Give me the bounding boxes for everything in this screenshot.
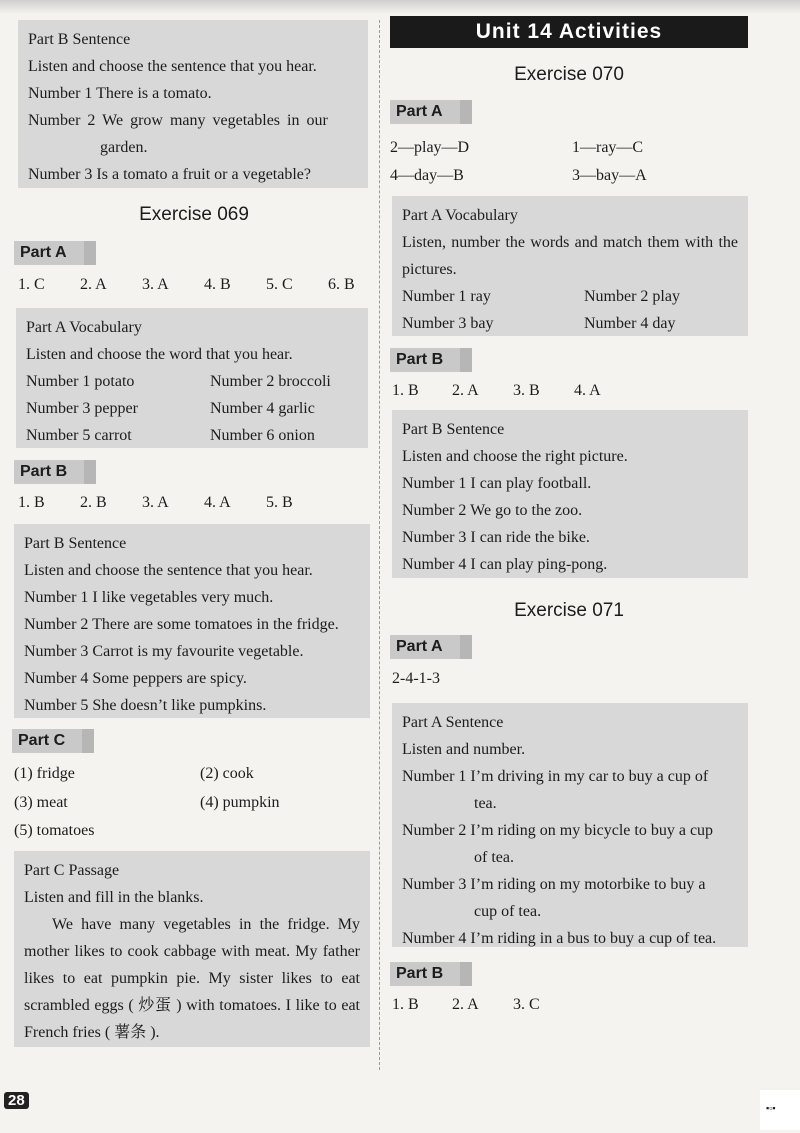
answer: 1. C (18, 276, 45, 293)
sentence-item: Number 1 I like vegetables very much. (24, 589, 274, 606)
passage-text: We have many vegetables in the fridge. My mother likes to cook cabbage with meat. My father likes to eat pumpkin pie. My sister likes to eat scrambled eggs ( 炒蛋 ) with tomatoes. I like to eat French fries ( 薯条 ). (24, 916, 360, 1041)
answer: 2. A (452, 382, 479, 399)
box-instruction: Listen and choose the right picture. (402, 448, 628, 465)
sentence-item-continued: of tea. (474, 849, 514, 866)
match-answer: 3—bay—A (572, 167, 647, 184)
answer: (3) meat (14, 793, 68, 811)
sentence-item: Number 1 I can play football. (402, 475, 592, 492)
sentence-item: Number 4 I’m riding in a bus to buy a cup of tea. (402, 930, 717, 947)
box-instruction: Listen and choose the word that you hear. (26, 346, 293, 363)
box-title: Part A Vocabulary (402, 207, 518, 224)
box-title: Part B Sentence (24, 535, 127, 552)
sentence-item: Number 4 I can play ping-pong. (402, 556, 608, 573)
vocab-item: Number 3 pepper (26, 400, 138, 417)
ex070-part-b-label: Part B (390, 348, 472, 372)
answer: 3. B (513, 382, 540, 399)
ex070-part-a-matches (390, 134, 740, 190)
vocab-item: Number 6 onion (210, 427, 315, 444)
exercise-069-title: Exercise 069 (139, 204, 249, 225)
answer: 2. A (452, 996, 479, 1013)
answer: 4. B (204, 276, 231, 293)
answer: 1. B (392, 996, 419, 1013)
ex070-sentence-box (392, 410, 748, 578)
answer: (1) fridge (14, 765, 75, 782)
sentence-item: Number 3 Carrot is my favourite vegetable. (24, 643, 304, 660)
sentence-item: Number 1 There is a tomato. (28, 85, 212, 102)
sentence-item: Number 5 She doesn’t like pumpkins. (24, 697, 267, 714)
vocab-item: Number 3 bay (402, 315, 494, 332)
page-top-edge (0, 0, 800, 14)
box-instruction: Listen and number. (402, 741, 526, 758)
ex070-vocabulary-box (392, 196, 748, 336)
answer: 6. B (328, 276, 355, 293)
sentence-item-continued: garden. (100, 139, 148, 156)
vocab-item: Number 4 day (584, 315, 676, 332)
ex069-vocabulary-box (16, 308, 368, 448)
sentence-item: Number 1 I’m driving in my car to buy a cup of (402, 768, 709, 785)
box-instruction: Listen, number the words and match them with the pictures. (402, 234, 738, 278)
vocabulary-grid (402, 283, 738, 337)
answer: 4. A (204, 494, 231, 511)
answer: 1. B (392, 382, 419, 399)
vocab-item: Number 1 potato (26, 373, 135, 390)
corner-stamp (760, 1090, 800, 1130)
exercise-070-title: Exercise 070 (514, 64, 624, 85)
answer: 3. A (142, 494, 169, 511)
ex071-part-a-answer: 2-4-1-3 (392, 670, 440, 687)
ex069-part-c-label: Part C (12, 729, 94, 753)
box-title: Part B Sentence (28, 31, 131, 48)
vocab-item: Number 2 broccoli (210, 373, 331, 390)
ex069-part-b-label: Part B (14, 460, 96, 484)
box-instruction: Listen and choose the sentence that you hear. (24, 562, 313, 579)
answer: 2. A (80, 276, 107, 293)
answer: 3. A (142, 276, 169, 293)
answer: (5) tomatoes (14, 822, 95, 839)
ex071-part-b-label: Part B (390, 962, 472, 986)
sentence-item: Number 3 I can ride the bike. (402, 529, 590, 546)
ex069-sentence-box (14, 524, 370, 718)
match-answer: 4—day—B (390, 167, 464, 184)
vocabulary-grid (26, 368, 358, 449)
ex070-part-b-answers (392, 382, 601, 400)
ex071-part-a-label: Part A (390, 635, 472, 659)
answer: 2. B (80, 494, 107, 511)
box-instruction: Listen and fill in the blanks. (24, 889, 204, 906)
ex069-part-c-answers (14, 760, 354, 846)
sentence-item-continued: cup of tea. (474, 903, 542, 920)
ex069-passage-box (14, 851, 370, 1047)
top-sentence-box (18, 20, 368, 188)
vocab-item: Number 2 play (584, 288, 680, 305)
box-title: Part A Vocabulary (26, 319, 142, 336)
box-title: Part A Sentence (402, 714, 504, 731)
box-title: Part C Passage (24, 862, 120, 879)
sentence-item-continued: tea. (474, 795, 497, 812)
match-answer: 2—play—D (390, 139, 470, 156)
match-answer: 1—ray—C (572, 139, 644, 156)
vocab-item: Number 5 carrot (26, 427, 132, 444)
box-title: Part B Sentence (402, 421, 505, 438)
answer: 5. B (266, 494, 293, 511)
answer: (4) pumpkin (200, 793, 280, 811)
ex069-part-b-answers (18, 494, 293, 512)
exercise-071-title: Exercise 071 (514, 600, 624, 621)
stamp-icon: ▪▫▪ (766, 1103, 776, 1113)
answer: 5. C (266, 276, 293, 293)
vocab-item: Number 1 ray (402, 288, 491, 305)
sentence-item: Number 3 Is a tomato a fruit or a vegetable? (28, 166, 311, 183)
sentence-item: Number 2 We go to the zoo. (402, 502, 583, 519)
vocab-item: Number 4 garlic (210, 400, 315, 417)
answer: 4. A (574, 382, 601, 399)
ex070-part-a-label: Part A (390, 100, 472, 124)
box-instruction: Listen and choose the sentence that you hear. (28, 58, 317, 75)
ex071-sentence-box (392, 703, 748, 947)
answer: (2) cook (200, 765, 254, 782)
sentence-item: Number 2 There are some tomatoes in the fridge. (24, 616, 339, 633)
sentence-item: Number 2 I’m riding on my bicycle to buy a cup (402, 822, 714, 839)
sentence-item: Number 2 We grow many vegetables in our (28, 112, 328, 129)
sentence-item: Number 4 Some peppers are spicy. (24, 670, 247, 687)
sentence-item: Number 3 I’m riding on my motorbike to buy a (402, 876, 706, 893)
ex071-part-b-answers (392, 996, 540, 1014)
ex069-part-a-answers (18, 276, 355, 294)
unit-title-banner: Unit 14 Activities (390, 16, 748, 48)
ex069-part-a-label: Part A (14, 241, 96, 265)
answer: 3. C (513, 996, 540, 1013)
column-divider (379, 20, 380, 1070)
answer: 1. B (18, 494, 45, 511)
page-number: 28 (4, 1092, 29, 1109)
